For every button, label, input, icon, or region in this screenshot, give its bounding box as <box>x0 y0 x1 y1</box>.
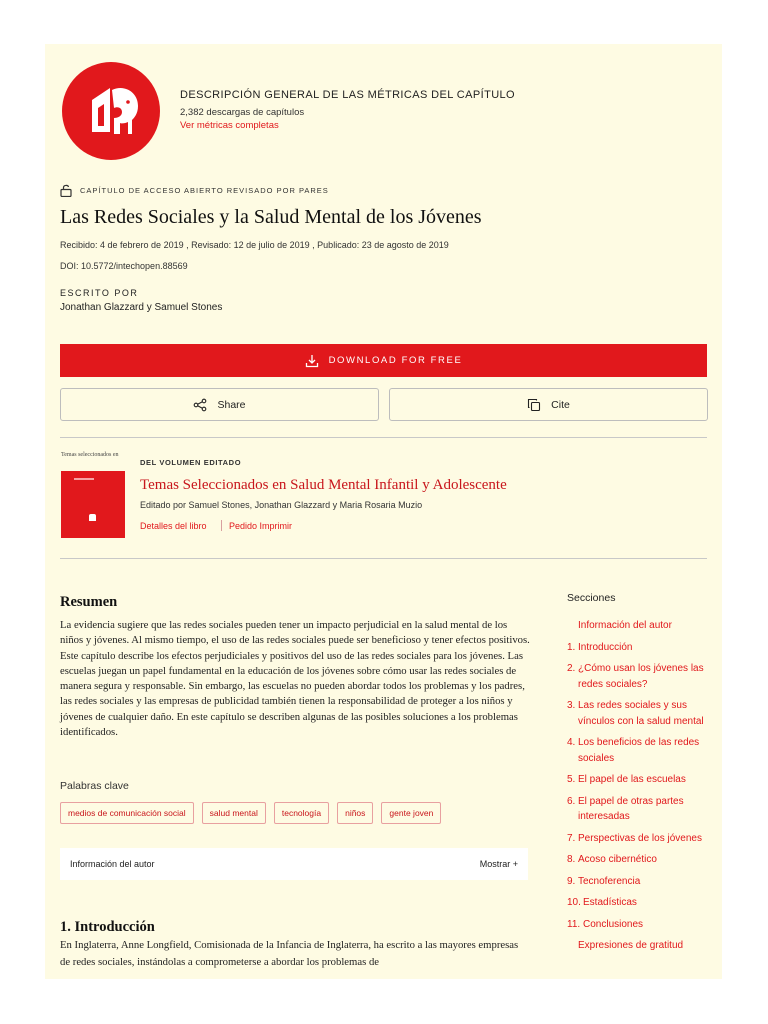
book-cover[interactable] <box>60 452 125 538</box>
section-link[interactable] <box>567 831 717 847</box>
author-info-label: Información del autor <box>70 859 155 869</box>
section-link[interactable] <box>567 852 717 868</box>
keyword-tag[interactable]: medios de comunicación social <box>60 802 194 824</box>
volume-editors: Editado por Samuel Stones, Jonathan Glazzard y Maria Rosaria Muzio <box>140 500 423 510</box>
section-link[interactable] <box>567 618 717 634</box>
section-link[interactable] <box>567 874 717 890</box>
section-link[interactable] <box>567 895 717 911</box>
volume-label: DEL VOLUMEN EDITADO <box>140 458 242 467</box>
section-label: ¿Cómo usan los jóvenes las redes sociales? <box>578 663 704 690</box>
badge-label: CAPÍTULO DE ACCESO ABIERTO REVISADO POR PARES <box>80 186 329 195</box>
section-number: 7. <box>567 832 576 844</box>
section-label: Introducción <box>578 641 633 653</box>
chapter-authors[interactable]: Jonathan Glazzard y Samuel Stones <box>60 302 223 313</box>
section-number: 11. <box>567 918 581 930</box>
section-number: 10. <box>567 897 581 908</box>
download-button[interactable] <box>60 344 707 377</box>
section-label: Las redes sociales y sus vínculos con la salud mental <box>578 700 704 727</box>
abstract-text: La evidencia sugiere que las redes sociales pueden tener un impacto perjudicial en la salud mental de los niños y jóvenes. Al mismo tiempo, el uso de las redes sociales puede ser beneficioso y tener efectos positivos. Este capítulo describe los efectos perjudiciales y positivos del uso de las redes sociales para los jóvenes. Las escuelas juegan un papel fundamental en la educación de los jóvenes sobre cómo usar las redes sociales de manera segura y responsable. Sin embargo, las escuelas no pueden abordar todos los problemas y los padres, las redes sociales y las empresas de publicidad también tienen la responsabilidad de proteger a los niños y jóvenes de cualquier daño. En este capítulo se describen algunas de las posibles soluciones a los problemas identificados. <box>60 619 530 739</box>
section-link[interactable] <box>567 794 717 825</box>
author-info-panel[interactable] <box>60 848 528 880</box>
chapter-page <box>45 44 722 979</box>
section-number: 5. <box>567 774 576 785</box>
book-details-link[interactable]: Detalles del libro <box>140 521 207 531</box>
section-link[interactable] <box>567 698 717 729</box>
section-label: Estadísticas <box>583 897 637 908</box>
keyword-tag[interactable]: gente joven <box>381 802 441 824</box>
sections-label: Secciones <box>567 592 616 604</box>
cite-button[interactable] <box>389 388 708 421</box>
section-label: Tecnoferencia <box>578 875 641 887</box>
open-access-badge <box>60 184 329 197</box>
sections-nav <box>567 618 717 954</box>
cite-label: Cite <box>551 398 570 411</box>
keyword-tag[interactable]: niños <box>337 802 373 824</box>
section-label: Conclusiones <box>583 918 644 930</box>
section-label: Información del autor <box>578 620 672 631</box>
chapter-dates: Recibido: 4 de febrero de 2019 , Revisado: 12 de julio de 2019 , Publicado: 23 de agosto de 2019 <box>60 240 449 250</box>
section-link[interactable] <box>567 735 717 766</box>
cover-title-text: Temas seleccionados en <box>61 452 119 458</box>
chapter-title: Las Redes Sociales y la Salud Mental de los Jóvenes <box>60 206 482 228</box>
abstract-heading: Resumen <box>60 594 118 610</box>
section-link[interactable] <box>567 640 717 656</box>
section-number: 8. <box>567 854 576 865</box>
unlock-icon <box>60 184 72 197</box>
section-number: 1. <box>567 641 576 653</box>
volume-title[interactable]: Temas Seleccionados en Salud Mental Infantil y Adolescente <box>140 477 507 493</box>
section-label: Los beneficios de las redes sociales <box>578 737 700 764</box>
section-link[interactable] <box>567 661 717 692</box>
intro-text: En Inglaterra, Anne Longfield, Comisionada de la Infancia de Inglaterra, ha escrito a las mayores empresas de redes sociales, instándolas a comprometerse a abordar los problemas de <box>60 939 519 968</box>
section-number: 6. <box>567 795 576 807</box>
section-number: 4. <box>567 737 576 748</box>
section-label: Acoso cibernético <box>578 854 657 865</box>
order-print-link[interactable]: Pedido Imprimir <box>229 521 293 531</box>
download-icon <box>305 354 319 368</box>
keywords-label: Palabras clave <box>60 780 129 792</box>
keyword-tag[interactable]: salud mental <box>202 802 266 824</box>
keyword-tag[interactable]: tecnología <box>274 802 329 824</box>
cover-image <box>61 471 125 538</box>
keyword-list <box>60 802 441 824</box>
share-label: Share <box>217 398 246 411</box>
section-link[interactable] <box>567 772 717 788</box>
share-button[interactable] <box>60 388 379 421</box>
section-number <box>567 938 578 954</box>
intro-heading: 1. Introducción <box>60 919 155 935</box>
author-info-toggle[interactable]: Mostrar + <box>479 859 518 869</box>
section-label: Perspectivas de los jóvenes <box>578 832 702 844</box>
divider <box>60 437 707 438</box>
written-by-label: ESCRITO POR <box>60 288 139 298</box>
section-number: 2. <box>567 663 576 674</box>
section-label: Expresiones de gratitud <box>578 940 684 951</box>
divider <box>60 558 707 559</box>
publisher-logo[interactable] <box>62 62 160 160</box>
elephant-logo-icon <box>62 62 160 160</box>
full-metrics-link[interactable]: Ver métricas completas <box>180 120 279 131</box>
copy-icon <box>527 398 541 412</box>
section-label: El papel de otras partes interesadas <box>578 795 684 822</box>
share-icon <box>193 398 207 412</box>
section-number: 9. <box>567 875 576 887</box>
section-number: 3. <box>567 700 576 711</box>
chapter-doi[interactable]: DOI: 10.5772/intechopen.88569 <box>60 261 188 271</box>
section-number <box>567 618 578 634</box>
section-link[interactable] <box>567 938 717 954</box>
download-count: 2,382 descargas de capítulos <box>180 107 305 118</box>
section-link[interactable] <box>567 917 717 933</box>
download-label: DOWNLOAD FOR FREE <box>328 355 463 366</box>
metrics-title: DESCRIPCIÓN GENERAL DE LAS MÉTRICAS DEL CAPÍTULO <box>180 89 516 101</box>
section-label: El papel de las escuelas <box>578 774 686 785</box>
link-separator <box>221 520 222 531</box>
